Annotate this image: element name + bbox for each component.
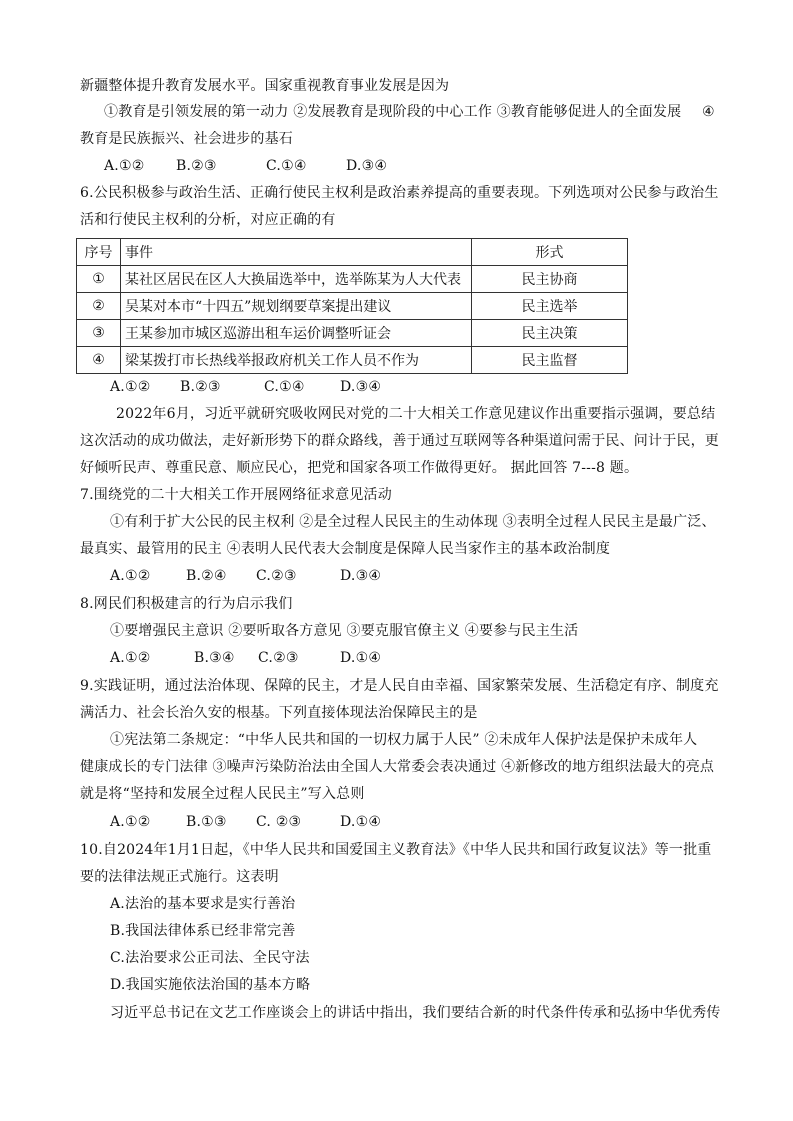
table-cell-number: ④ <box>77 347 121 374</box>
q6-stem-line1: 6.公民积极参与政治生活、正确行使民主权利是政治素养提高的重要表现。下列选项对公民参与政治生 <box>80 185 719 201</box>
q10-option-d[interactable]: D.我国实施依法治国的基本方略 <box>110 977 311 993</box>
q9-option-b[interactable]: B.①③ <box>186 814 227 830</box>
q8-option-b[interactable]: B.③④ <box>194 650 235 666</box>
q9-option-d[interactable]: D.①④ <box>340 814 382 830</box>
table-row <box>77 320 628 347</box>
table-row <box>77 347 628 374</box>
table-cell-form: 民主决策 <box>472 320 628 347</box>
table-cell-number: ③ <box>77 320 121 347</box>
table-header-number: 序号 <box>77 239 121 266</box>
q6-stem-line2: 活和行使民主权利的分析，对应正确的有 <box>80 212 336 228</box>
q8-option-c[interactable]: C.②③ <box>258 650 299 666</box>
table-cell-form: 民主监督 <box>472 347 628 374</box>
table-cell-event: 吴某对本市“十四五”规划纲要草案提出建议 <box>121 293 472 320</box>
q7-option-c[interactable]: C.②③ <box>256 568 297 584</box>
q9-stem-line2: 满活力、社会长治久安的根基。下列直接体现法治保障民主的是 <box>80 705 478 721</box>
q9-options <box>110 812 381 832</box>
q9-statements-line3: 就是将“坚持和发展全过程人民民主”写入总则 <box>80 786 365 802</box>
q7-options <box>110 566 381 586</box>
q10-option-a[interactable]: A.法治的基本要求是实行善治 <box>110 896 296 912</box>
q5-intro: 新疆整体提升教育发展水平。国家重视教育事业发展是因为 <box>80 78 450 94</box>
table-cell-event: 梁某拨打市长热线举报政府机关工作人员不作为 <box>121 347 472 374</box>
material-line3: 好倾听民声、尊重民意、顺应民心，把党和国家各项工作做得更好。 据此回答 7---8 题。 <box>80 460 639 476</box>
material-line1: 2022年6月，习近平就研究吸收网民对党的二十大相关工作意见建议作出重要指示强调，要总结 <box>116 406 716 422</box>
q10-option-c[interactable]: C.法治要求公正司法、全民守法 <box>110 950 310 966</box>
q9-option-c[interactable]: C. ②③ <box>256 814 302 830</box>
table-cell-event: 王某参加市城区巡游出租车运价调整听证会 <box>121 320 472 347</box>
q6-option-b[interactable]: B.②③ <box>180 379 221 395</box>
material-line2: 这次活动的成功做法，走好新形势下的群众路线，善于通过互联网等各种渠道问需于民、问计于民，更 <box>80 433 719 449</box>
table-cell-form: 民主选举 <box>472 293 628 320</box>
q5-option-c[interactable]: C.①④ <box>266 158 307 174</box>
q7-option-b[interactable]: B.②④ <box>186 568 227 584</box>
q5-statements-line2: 教育是民族振兴、社会进步的基石 <box>80 131 293 147</box>
q5-option-a[interactable]: A.①② <box>104 158 145 174</box>
table-cell-number: ① <box>77 266 121 293</box>
q5-option-b[interactable]: B.②③ <box>176 158 217 174</box>
q7-option-a[interactable]: A.①② <box>110 568 151 584</box>
q10-option-b[interactable]: B.我国法律体系已经非常完善 <box>110 923 296 939</box>
q5-option-d[interactable]: D.③④ <box>346 158 388 174</box>
table-row <box>77 293 628 320</box>
q8-option-d[interactable]: D.①④ <box>340 650 382 666</box>
q6-table <box>76 238 628 374</box>
q6-options <box>110 377 381 397</box>
q6-option-a[interactable]: A.①② <box>110 379 151 395</box>
q7-option-d[interactable]: D.③④ <box>340 568 382 584</box>
table-header-event: 事件 <box>121 239 472 266</box>
q5-statements-line1: ①教育是引领发展的第一动力 ②发展教育是现阶段的中心工作 ③教育能够促进人的全面发展 <box>104 104 682 120</box>
q9-stem-line1: 9.实践证明，通过法治体现、保障的民主，才是人民自由幸福、国家繁荣发展、生活稳定有序、制度充 <box>80 678 719 694</box>
q8-option-a[interactable]: A.①② <box>110 650 151 666</box>
q7-statements-line1: ①有利于扩大公民的民主权利 ②是全过程人民民主的生动体现 ③表明全过程人民民主是最广泛、 <box>110 514 716 530</box>
table-row <box>77 266 628 293</box>
q9-statements-line1: ①宪法第二条规定：“中华人民共和国的一切权力属于人民” ②未成年人保护法是保护未成年人 <box>110 732 698 748</box>
q9-option-a[interactable]: A.①② <box>110 814 151 830</box>
q9-statements-line2: 健康成长的专门法律 ③噪声污染防治法由全国人大常委会表决通过 ④新修改的地方组织法最大的亮点 <box>80 759 715 775</box>
q7-statements-line2: 最真实、最管用的民主 ④表明人民代表大会制度是保障人民当家作主的基本政治制度 <box>80 541 611 557</box>
table-cell-event: 某社区居民在区人大换届选举中，选举陈某为人大代表 <box>121 266 472 293</box>
q8-statements: ①要增强民主意识 ②要听取各方意见 ③要克服官僚主义 ④要参与民主生活 <box>110 623 579 639</box>
next-material-line1: 习近平总书记在文艺工作座谈会上的讲话中指出，我们要结合新的时代条件传承和弘扬中华优秀传 <box>110 1005 721 1021</box>
q5-options <box>104 156 387 176</box>
table-header-row <box>77 239 628 266</box>
q5-statements-line1-tail: ④ <box>702 104 715 120</box>
q6-option-c[interactable]: C.①④ <box>264 379 305 395</box>
q10-stem-line1: 10.自2024年1月1日起，《中华人民共和国爱国主义教育法》《中华人民共和国行政复议法》等一批重 <box>80 842 712 858</box>
q6-option-d[interactable]: D.③④ <box>340 379 382 395</box>
q7-stem: 7.围绕党的二十大相关工作开展网络征求意见活动 <box>80 487 392 503</box>
q8-options <box>110 648 381 668</box>
q10-stem-line2: 要的法律法规正式施行。这表明 <box>80 869 279 885</box>
table-header-form: 形式 <box>472 239 628 266</box>
table-cell-form: 民主协商 <box>472 266 628 293</box>
q8-stem: 8.网民们积极建言的行为启示我们 <box>80 596 293 612</box>
table-cell-number: ② <box>77 293 121 320</box>
